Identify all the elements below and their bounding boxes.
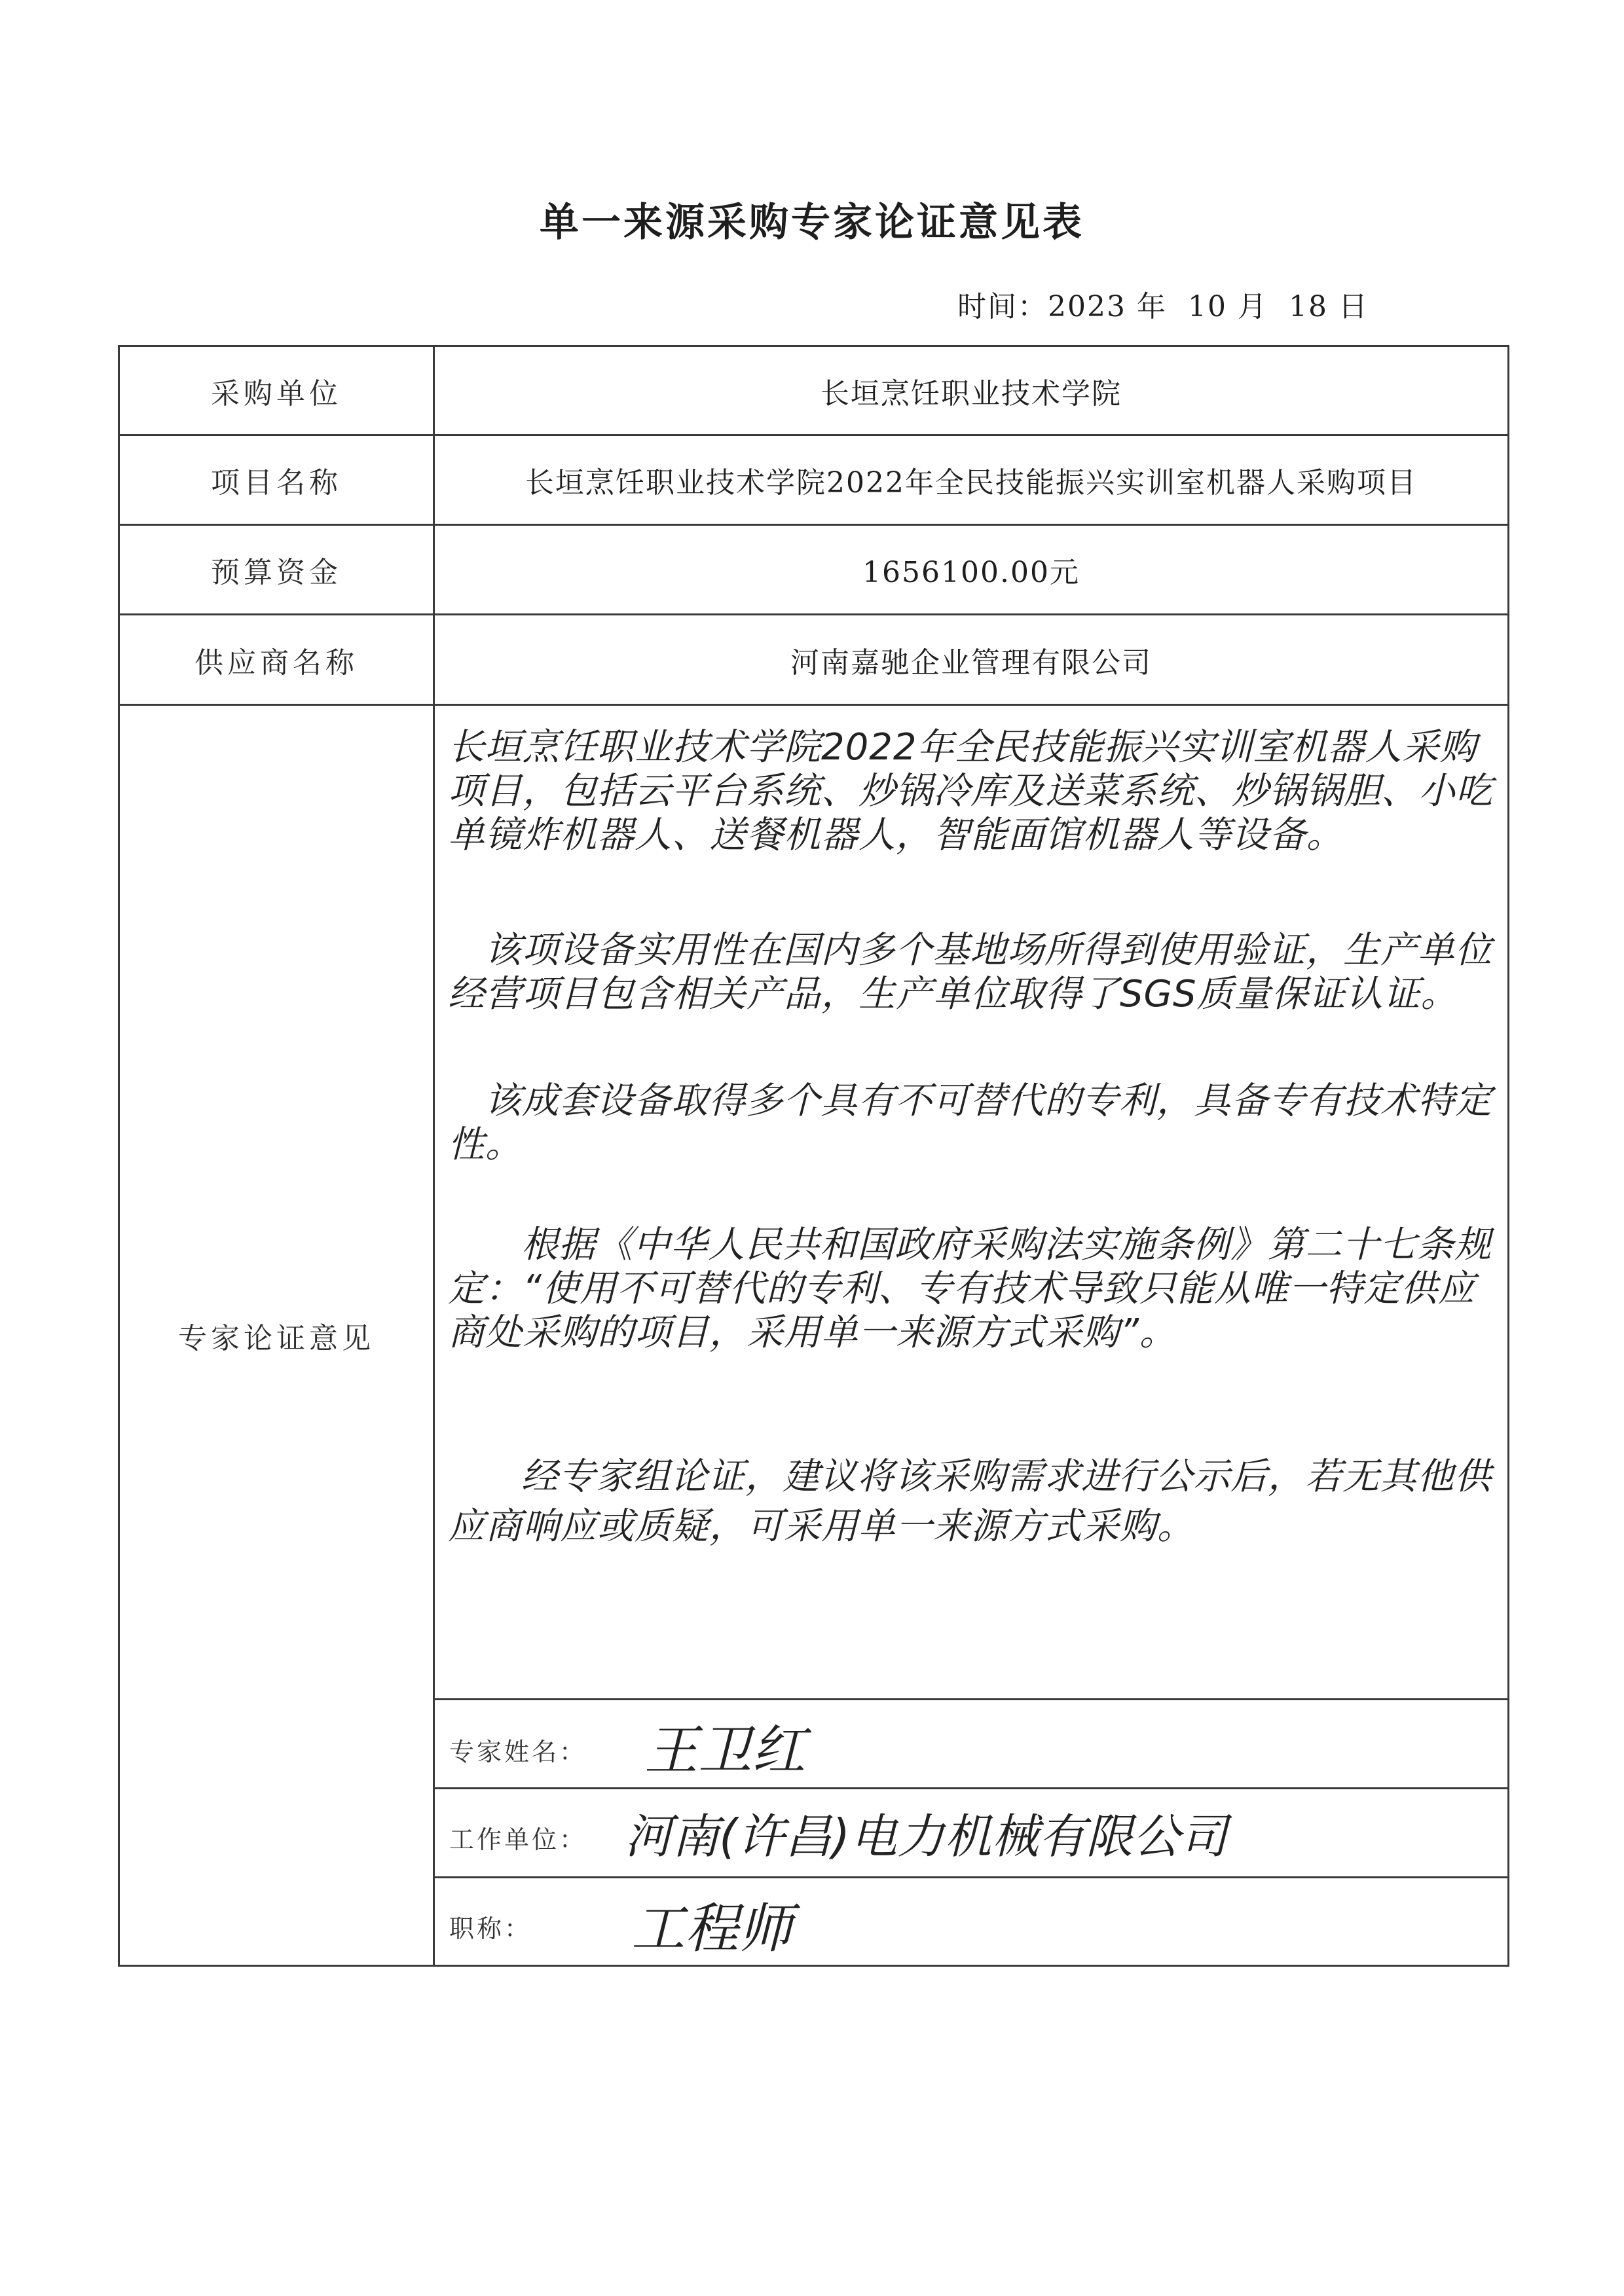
expert-title-signature: 工程师 — [631, 1898, 792, 1960]
budget-label: 预算资金 — [119, 525, 434, 615]
opinion-form-table — [118, 345, 1509, 1967]
budget-value: 1656100.00元 — [434, 525, 1509, 615]
table-row — [119, 435, 1509, 525]
purchaser-label: 采购单位 — [119, 346, 434, 435]
expert-opinion-label: 专家论证意见 — [119, 705, 434, 1966]
supplier-value: 河南嘉驰企业管理有限公司 — [434, 615, 1509, 705]
opinion-paragraph: 根据《中华人民共和国政府采购法实施条例》第二十七条规定：“使用不可替代的专利、专有技术导致只能从唯一特定供应商处采购的项目，采用单一来源方式采购”。 — [448, 1224, 1492, 1355]
table-row — [119, 525, 1509, 615]
expert-title-row — [435, 1878, 1507, 1965]
date-year-unit: 年 — [1137, 290, 1168, 323]
table-row — [119, 346, 1509, 435]
date-month-unit: 月 — [1238, 290, 1268, 323]
expert-name-signature: 王卫红 — [644, 1720, 805, 1782]
expert-unit-label: 工作单位： — [449, 1825, 587, 1854]
table-row — [119, 615, 1509, 705]
document-date — [957, 283, 1369, 325]
opinion-paragraph: 该成套设备取得多个具有不可替代的专利，具备专有技术特定性。 — [448, 1080, 1492, 1167]
purchaser-value: 长垣烹饪职业技术学院 — [434, 346, 1509, 435]
expert-title-label: 职称： — [449, 1914, 532, 1943]
expert-opinion-cell — [434, 705, 1509, 1966]
date-label: 时间： — [957, 290, 1048, 323]
date-day-unit: 日 — [1338, 290, 1369, 323]
expert-name-label: 专家姓名： — [449, 1738, 587, 1766]
expert-opinion-text — [435, 706, 1507, 1700]
opinion-paragraph: 长垣烹饪职业技术学院2022年全民技能振兴实训室机器人采购项目，包括云平台系统、炒锅冷库及送菜系统、炒锅锅胆、小吃单镜炸机器人、送餐机器人，智能面馆机器人等设备。 — [448, 726, 1493, 857]
date-month: 10 — [1188, 290, 1228, 323]
opinion-paragraph: 该项设备实用性在国内多个基地场所得到使用验证，生产单位经营项目包含相关产品，生产单位取得了SGS质量保证认证。 — [448, 929, 1492, 1016]
table-row — [119, 705, 1509, 1966]
opinion-paragraph: 经专家组论证，建议将该采购需求进行公示后，若无其他供应商响应或质疑，可采用单一来源方式采购。 — [448, 1455, 1492, 1548]
project-name-label: 项目名称 — [119, 435, 434, 525]
supplier-label: 供应商名称 — [119, 615, 434, 705]
expert-unit-row — [435, 1789, 1507, 1878]
project-name-value: 长垣烹饪职业技术学院2022年全民技能振兴实训室机器人采购项目 — [434, 435, 1509, 525]
expert-unit-signature: 河南(许昌)电力机械有限公司 — [625, 1809, 1228, 1864]
expert-name-row — [435, 1700, 1507, 1789]
document-title: 单一来源采购专家论证意见表 — [540, 200, 1084, 246]
date-day: 18 — [1289, 290, 1328, 323]
date-year: 2023 — [1048, 290, 1127, 323]
